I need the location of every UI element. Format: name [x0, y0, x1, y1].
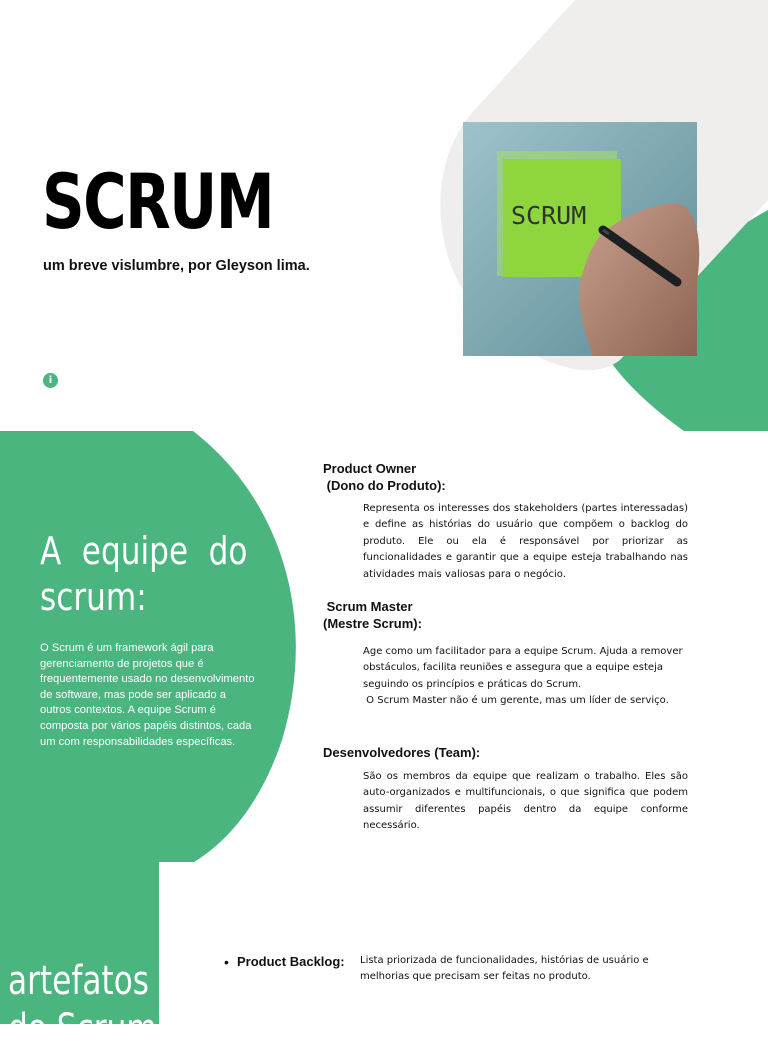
- role-text-product-owner: Representa os interesses dos stakeholders (partes interessadas) e define as histórias do usuário que compõem o backlog do produto. Ele ou ela é responsável por priorizar as funcionalidades e garantir que a equipe esteja trabalhando nas atividades mais valiosas para o negócio.: [363, 503, 688, 580]
- role-title-line: Scrum Master: [323, 599, 413, 614]
- role-title-scrum-master: [323, 598, 422, 632]
- bullet-icon: •: [224, 954, 229, 970]
- role-text-line: Age como um facilitador para a equipe Scrum. Ajuda a remover obstáculos, facilita reuniões e assegura que a equipe esteja seguindo os princípios e práticas do Scrum.: [363, 646, 683, 690]
- role-title-line: (Mestre Scrum):: [323, 616, 422, 631]
- artifacts-heading-line: artefatos: [8, 958, 150, 1004]
- artifacts-section-heading: [8, 957, 157, 1053]
- team-intro-text: O Scrum é um framework ágil para gerenciamento de projetos que é frequentemente usado no desenvolvimento de software, mas pode ser aplicado a outros contextos. A equipe Scrum é composta por vários papéis distintos, cada um com responsabilidades específicas.: [40, 642, 255, 748]
- artifacts-heading-line: do Scrum: [8, 1006, 157, 1052]
- page-title: SCRUM: [42, 157, 274, 246]
- role-title-developers: Desenvolvedores (Team):: [323, 745, 481, 760]
- info-icon[interactable]: i: [43, 373, 58, 388]
- role-title-product-owner: [323, 460, 446, 494]
- role-text-scrum-master: [363, 644, 688, 710]
- role-title-line: (Dono do Produto):: [323, 478, 446, 493]
- artifact-description: Lista priorizada de funcionalidades, histórias de usuário e melhorias que precisam ser feitas no produto.: [360, 955, 649, 983]
- team-section-heading: A equipe do scrum:: [40, 529, 248, 619]
- role-title-line: Product Owner: [323, 461, 417, 476]
- role-text-line: O Scrum Master não é um gerente, mas um líder de serviço.: [363, 695, 669, 707]
- scrum-sticky-note-photo: [463, 122, 697, 356]
- role-text-developers: São os membros da equipe que realizam o trabalho. Eles são auto-organizados e multifuncionais, o que significa que podem assumir diferentes papéis dentro da equipe conforme necessário.: [363, 771, 688, 832]
- page-subtitle: um breve vislumbre, por Gleyson lima.: [43, 258, 310, 274]
- artifact-label: Product Backlog:: [237, 954, 345, 969]
- sticky-note-text: SCRUM: [511, 201, 587, 230]
